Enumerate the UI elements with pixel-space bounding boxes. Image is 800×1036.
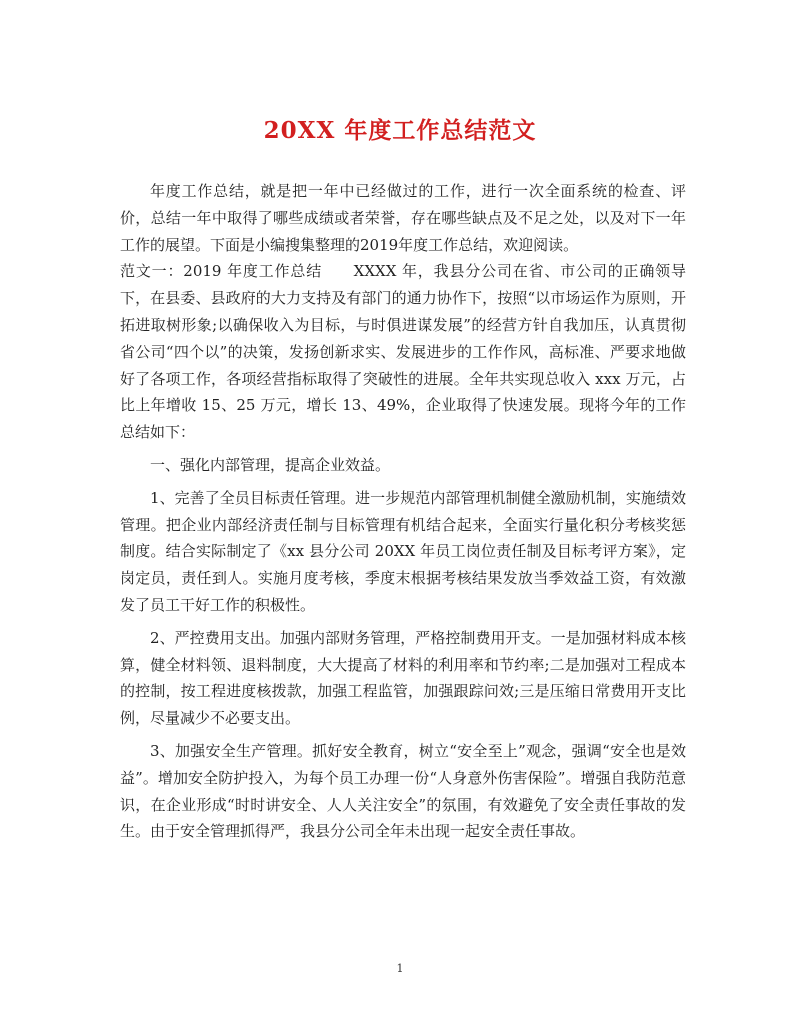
intro-paragraph: 年度工作总结，就是把一年中已经做过的工作，进行一次全面系统的检查、评价，总结一年中取得了哪些成绩或者荣誉，存在哪些缺点及不足之处，以及对下一年工作的展望。下面是小编搜集整理的2019年度工作总结，欢迎阅读。 bbox=[120, 182, 686, 254]
page-number: 1 bbox=[396, 962, 404, 975]
document-title: 20XX 年度工作总结范文 bbox=[263, 117, 537, 144]
sample-paragraph: 范文一：2019 年度工作总结 XXXX 年，我县分公司在省、市公司的正确领导下，在县委、县政府的大力支持及有部门的通力协作下，按照“以市场运作为原则，开拓进取树形象;以确保收入为目标，与时俱进谋发展”的经营方针自我加压，认真贯彻省公司“四个以”的决策，发扬创新求实、发展进步的工作作风，高标准、严要求地做好了各项工作，各项经营指标取得了突破性的进展。全年共实现总收入 xxx 万元，占比上年增收 15、25 万元，增长 13、49%，企业取得了快速发展。现将今年的工作总结如下： bbox=[120, 262, 686, 442]
item-paragraph-1: 1、完善了全员目标责任管理。进一步规范内部管理机制健全激励机制，实施绩效管理。把企业内部经济责任制与目标管理有机结合起来，全面实行量化积分考核奖惩制度。结合实际制定了《xx 县分公司 20XX 年员工岗位责任制及目标考评方案》，定岗定员，责任到人。实施月度考核，季度末根据考核结果发放当季效益工资，有效激发了员工干好工作的积极性。 bbox=[120, 488, 686, 614]
document-body bbox=[120, 178, 686, 845]
item-paragraph-2: 2、严控费用支出。加强内部财务管理，严格控制费用开支。一是加强材料成本核算，健全材料领、退料制度，大大提高了材料的利用率和节约率;二是加强对工程成本的控制，按工程进度核拨款，加强工程监管，加强跟踪问效;三是压缩日常费用开支比例，尽量减少不必要支出。 bbox=[120, 628, 686, 728]
section-heading-1: 一、强化内部管理，提高企业效益。 bbox=[150, 455, 391, 474]
item-paragraph-3: 3、加强安全生产管理。抓好安全教育，树立“安全至上”观念，强调“安全也是效益”。增加安全防护投入，为每个员工办理一份“人身意外伤害保险”。增强自我防范意识，在企业形成“时时讲安全、人人关注安全”的氛围，有效避免了安全责任事故的发生。由于安全管理抓得严，我县分公司全年未出现一起安全责任事故。 bbox=[120, 741, 686, 841]
